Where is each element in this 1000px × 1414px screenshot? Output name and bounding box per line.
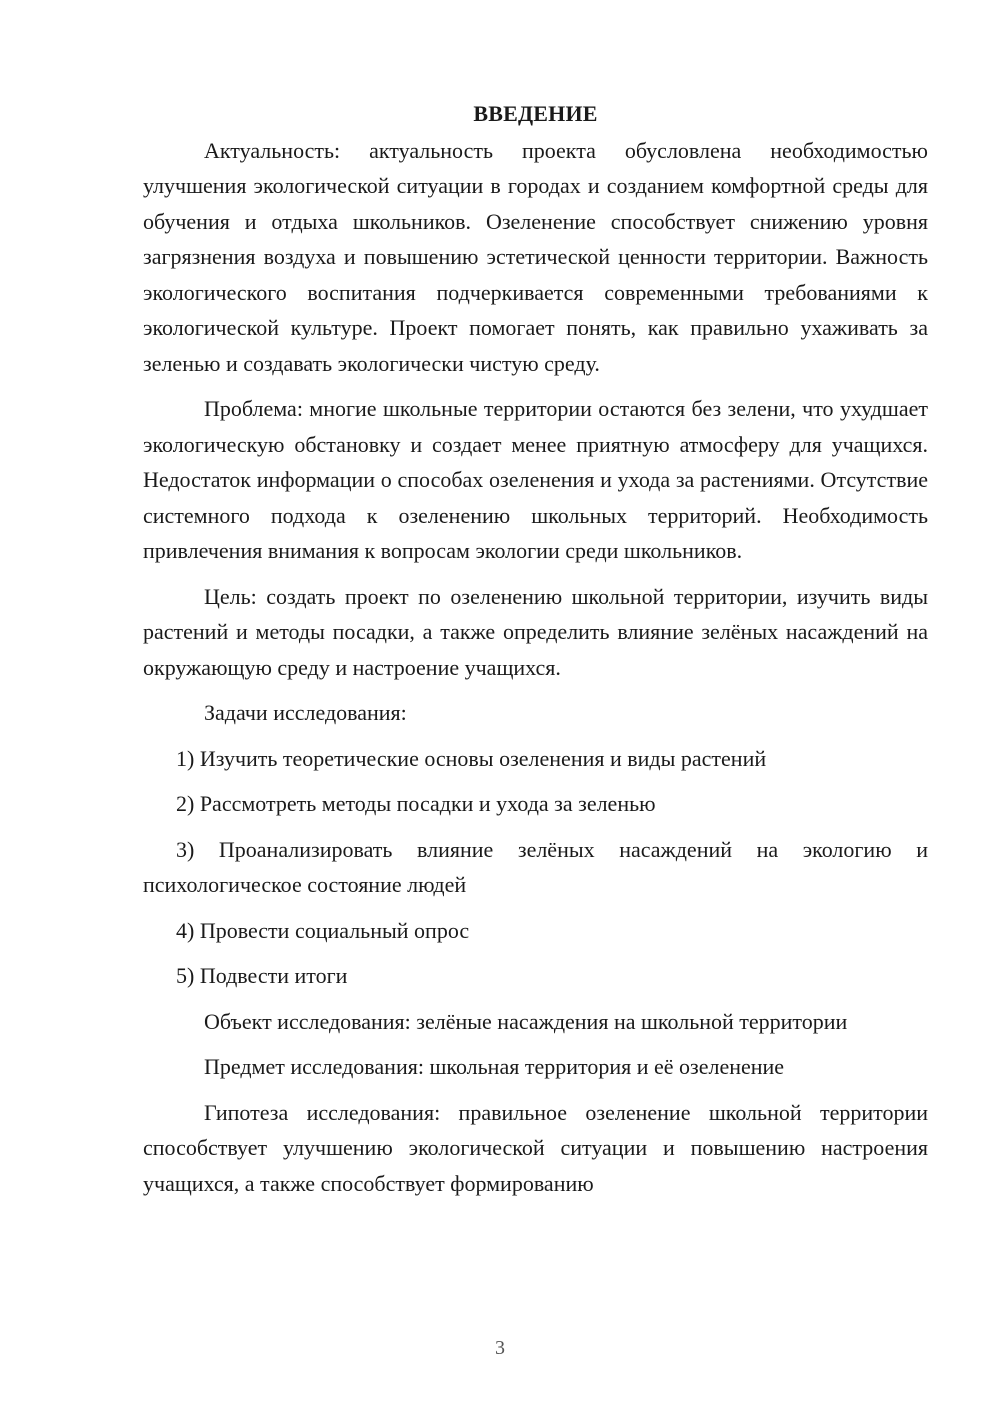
paragraph-tasks-heading: Задачи исследования: (204, 700, 407, 725)
list-item: 1) Изучить теоретические основы озеленения и виды растений (176, 745, 767, 771)
list-item: 4) Провести социальный опрос (176, 917, 470, 943)
page-number: 3 (495, 1337, 505, 1359)
list-item: 3) Проанализировать влияние зелёных насаждений на экологию и психологическое состояние людей (143, 836, 928, 897)
tasks-list (143, 741, 928, 994)
paragraph-hypothesis: Гипотеза исследования: правильное озеленение школьной территории способствует улучшению экологической ситуации и повышению настроения учащихся, а также способствует формированию (143, 1099, 928, 1196)
section-title: ВВЕДЕНИЕ (473, 101, 598, 126)
list-item: 2) Рассмотреть методы посадки и ухода за зеленью (176, 791, 656, 816)
page-content (143, 96, 928, 1201)
paragraph-subject: Предмет исследования: школьная территория и её озеленение (204, 1054, 785, 1079)
paragraph-relevance: Актуальность: актуальность проекта обусловлена необходимостью улучшения экологической ситуации в городах и созданием комфортной среды для обучения и отдыха школьников. Озеленение способствует снижению уровня загрязнения воздуха и повышению эстетической ценности территории. Важность экологического воспитания подчеркивается современными требованиями к экологической культуре. Проект помогает понять, как правильно ухаживать за зеленью и создавать экологически чистую среду. (143, 137, 928, 376)
list-item: 5) Подвести итоги (176, 963, 348, 988)
paragraph-goal: Цель: создать проект по озеленению школьной территории, изучить виды растений и методы посадки, а также определить влияние зелёных насаждений на окружающую среду и настроение учащихся. (143, 583, 928, 680)
paragraph-problem: Проблема: многие школьные территории остаются без зелени, что ухудшает экологическую обстановку и создает менее приятную атмосферу для учащихся. Недостаток информации о способах озеленения и ухода за растениями. Отсутствие системного подхода к озеленению школьных территорий. Необходимость привлечения внимания к вопросам экологии среди школьников. (143, 396, 928, 563)
paragraph-object: Объект исследования: зелёные насаждения на школьной территории (204, 1008, 848, 1034)
